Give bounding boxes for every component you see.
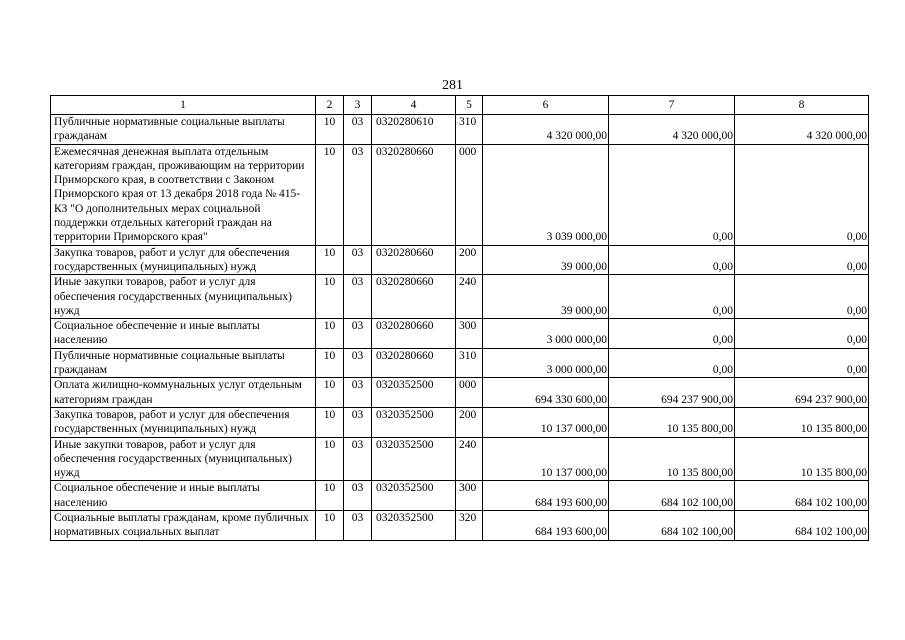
- row-subsection-cell: 03: [344, 275, 372, 319]
- row-subsection-cell: 03: [344, 144, 372, 245]
- table-row: [51, 481, 869, 511]
- row-name-cell: Социальные выплаты гражданам, кроме публичных нормативных социальных выплат: [51, 511, 316, 541]
- row-amount-col6-cell: 3 000 000,00: [483, 348, 609, 378]
- page-number: 281: [442, 78, 463, 93]
- table-row: [51, 511, 869, 541]
- table-body: [51, 115, 869, 541]
- table-row: [51, 144, 869, 245]
- row-name-cell: Иные закупки товаров, работ и услуг для обеспечения государственных (муниципальных) нужд: [51, 275, 316, 319]
- row-section-cell: 10: [316, 115, 344, 145]
- row-amount-col7-cell: 0,00: [609, 275, 735, 319]
- row-amount-col6-cell: 684 193 600,00: [483, 511, 609, 541]
- row-amount-col8-cell: 684 102 100,00: [735, 511, 869, 541]
- row-amount-col7-cell: 684 102 100,00: [609, 511, 735, 541]
- row-amount-col6-cell: 10 137 000,00: [483, 437, 609, 481]
- row-section-cell: 10: [316, 378, 344, 408]
- row-name-cell: Оплата жилищно-коммунальных услуг отдельным категориям граждан: [51, 378, 316, 408]
- row-target-article-cell: 0320280610: [372, 115, 456, 145]
- row-name-cell: Ежемесячная денежная выплата отдельным категориям граждан, проживающим на территории Приморского края, в соответствии с Законом Приморского края от 13 декабря 2018 года № 415-КЗ "О дополнительных мерах социальной поддержки отдельных категорий граждан на территории Приморского края": [51, 144, 316, 245]
- budget-table: [50, 95, 869, 541]
- table-row: [51, 437, 869, 481]
- header-cell-1: 1: [51, 96, 316, 115]
- row-subsection-cell: 03: [344, 115, 372, 145]
- row-amount-col6-cell: 10 137 000,00: [483, 407, 609, 437]
- row-amount-col7-cell: 10 135 800,00: [609, 437, 735, 481]
- row-subsection-cell: 03: [344, 348, 372, 378]
- table-header-row: [51, 96, 869, 115]
- row-subsection-cell: 03: [344, 437, 372, 481]
- row-amount-col6-cell: 4 320 000,00: [483, 115, 609, 145]
- row-amount-col8-cell: 0,00: [735, 348, 869, 378]
- row-name-cell: Иные закупки товаров, работ и услуг для обеспечения государственных (муниципальных) нужд: [51, 437, 316, 481]
- row-amount-col7-cell: 0,00: [609, 144, 735, 245]
- row-name-cell: Закупка товаров, работ и услуг для обеспечения государственных (муниципальных) нужд: [51, 245, 316, 275]
- row-amount-col8-cell: 0,00: [735, 319, 869, 349]
- row-expense-type-cell: 240: [456, 437, 483, 481]
- row-amount-col7-cell: 4 320 000,00: [609, 115, 735, 145]
- row-target-article-cell: 0320280660: [372, 319, 456, 349]
- row-target-article-cell: 0320280660: [372, 275, 456, 319]
- row-section-cell: 10: [316, 144, 344, 245]
- row-amount-col8-cell: 0,00: [735, 144, 869, 245]
- row-amount-col6-cell: 39 000,00: [483, 245, 609, 275]
- row-amount-col8-cell: 684 102 100,00: [735, 481, 869, 511]
- row-amount-col7-cell: 0,00: [609, 245, 735, 275]
- row-amount-col8-cell: 10 135 800,00: [735, 437, 869, 481]
- row-expense-type-cell: 240: [456, 275, 483, 319]
- row-expense-type-cell: 320: [456, 511, 483, 541]
- row-expense-type-cell: 310: [456, 348, 483, 378]
- row-section-cell: 10: [316, 275, 344, 319]
- header-cell-2: 2: [316, 96, 344, 115]
- row-section-cell: 10: [316, 511, 344, 541]
- table-row: [51, 245, 869, 275]
- row-amount-col8-cell: 0,00: [735, 275, 869, 319]
- table-row: [51, 319, 869, 349]
- row-amount-col8-cell: 0,00: [735, 245, 869, 275]
- row-target-article-cell: 0320280660: [372, 348, 456, 378]
- row-expense-type-cell: 200: [456, 407, 483, 437]
- table-row: [51, 378, 869, 408]
- row-name-cell: Публичные нормативные социальные выплаты гражданам: [51, 348, 316, 378]
- row-amount-col8-cell: 10 135 800,00: [735, 407, 869, 437]
- row-name-cell: Закупка товаров, работ и услуг для обеспечения государственных (муниципальных) нужд: [51, 407, 316, 437]
- row-target-article-cell: 0320352500: [372, 437, 456, 481]
- table-row: [51, 407, 869, 437]
- row-amount-col6-cell: 694 330 600,00: [483, 378, 609, 408]
- row-amount-col7-cell: 0,00: [609, 319, 735, 349]
- row-expense-type-cell: 310: [456, 115, 483, 145]
- row-amount-col8-cell: 4 320 000,00: [735, 115, 869, 145]
- row-target-article-cell: 0320352500: [372, 378, 456, 408]
- row-target-article-cell: 0320352500: [372, 407, 456, 437]
- row-subsection-cell: 03: [344, 319, 372, 349]
- table-row: [51, 115, 869, 145]
- header-cell-4: 4: [372, 96, 456, 115]
- row-target-article-cell: 0320352500: [372, 481, 456, 511]
- header-cell-3: 3: [344, 96, 372, 115]
- header-cell-5: 5: [456, 96, 483, 115]
- row-expense-type-cell: 200: [456, 245, 483, 275]
- row-expense-type-cell: 300: [456, 319, 483, 349]
- row-amount-col7-cell: 10 135 800,00: [609, 407, 735, 437]
- row-target-article-cell: 0320280660: [372, 245, 456, 275]
- row-name-cell: Социальное обеспечение и иные выплаты населению: [51, 319, 316, 349]
- row-amount-col7-cell: 694 237 900,00: [609, 378, 735, 408]
- row-amount-col6-cell: 3 039 000,00: [483, 144, 609, 245]
- row-expense-type-cell: 000: [456, 378, 483, 408]
- row-amount-col6-cell: 684 193 600,00: [483, 481, 609, 511]
- row-amount-col6-cell: 3 000 000,00: [483, 319, 609, 349]
- row-section-cell: 10: [316, 407, 344, 437]
- row-amount-col7-cell: 0,00: [609, 348, 735, 378]
- row-name-cell: Публичные нормативные социальные выплаты гражданам: [51, 115, 316, 145]
- row-amount-col8-cell: 694 237 900,00: [735, 378, 869, 408]
- row-subsection-cell: 03: [344, 407, 372, 437]
- row-section-cell: 10: [316, 348, 344, 378]
- table-row: [51, 275, 869, 319]
- header-cell-7: 7: [609, 96, 735, 115]
- row-subsection-cell: 03: [344, 481, 372, 511]
- row-section-cell: 10: [316, 437, 344, 481]
- row-subsection-cell: 03: [344, 511, 372, 541]
- row-section-cell: 10: [316, 481, 344, 511]
- row-target-article-cell: 0320352500: [372, 511, 456, 541]
- header-cell-8: 8: [735, 96, 869, 115]
- row-target-article-cell: 0320280660: [372, 144, 456, 245]
- table-row: [51, 348, 869, 378]
- row-amount-col6-cell: 39 000,00: [483, 275, 609, 319]
- header-cell-6: 6: [483, 96, 609, 115]
- row-expense-type-cell: 300: [456, 481, 483, 511]
- row-expense-type-cell: 000: [456, 144, 483, 245]
- row-amount-col7-cell: 684 102 100,00: [609, 481, 735, 511]
- row-name-cell: Социальное обеспечение и иные выплаты населению: [51, 481, 316, 511]
- row-section-cell: 10: [316, 245, 344, 275]
- row-subsection-cell: 03: [344, 245, 372, 275]
- row-subsection-cell: 03: [344, 378, 372, 408]
- row-section-cell: 10: [316, 319, 344, 349]
